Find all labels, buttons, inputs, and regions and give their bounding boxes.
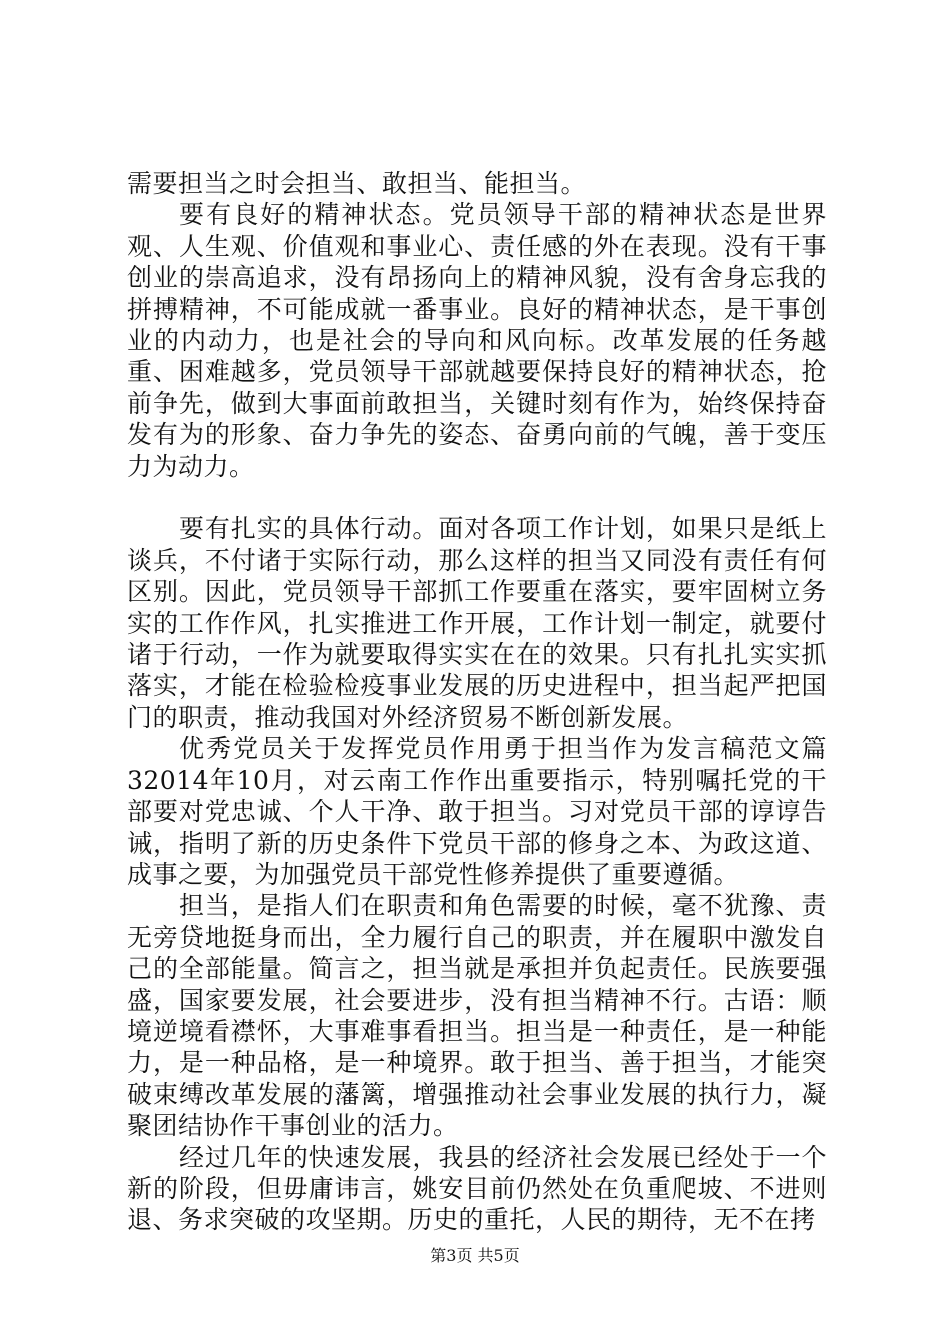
page-footer: 第3页 共5页 [430,1246,520,1265]
document-body [127,168,827,1236]
paragraph-continuation: 需要担当之时会担当、敢担当、能担当。 [127,169,587,198]
paragraph-speech-heading: 优秀党员关于发挥党员作用勇于担当作为发言稿范文篇32014年10月，对云南工作作出重要指示，特别嘱托党的干部要对党忠诚、个人干净、敢于担当。习对党员干部的谆谆告诫，指明了新的历史条件下党员干部的修身之本、为政这道、成事之要，为加强党员干部党性修养提供了重要遵循。 [127,734,827,889]
blank-line [127,482,827,513]
paragraph-development: 经过几年的快速发展，我县的经济社会发展已经处于一个新的阶段，但毋庸讳言，姚安目前仍然处在负重爬坡、不进则退、务求突破的攻坚期。历史的重托，人民的期待，无不在拷 [127,1142,827,1235]
paragraph-action: 要有扎实的具体行动。面对各项工作计划，如果只是纸上谈兵，不付诸于实际行动，那么这样的担当又同没有责任有何区别。因此，党员领导干部抓工作要重在落实，要牢固树立务实的工作作风，扎实推进工作开展，工作计划一制定，就要付诸于行动，一作为就要取得实实在在的效果。只有扎扎实实抓落实，才能在检验检疫事业发展的历史进程中，担当起严把国门的职责，推动我国对外经济贸易不断创新发展。 [127,514,827,732]
paragraph-responsibility: 担当，是指人们在职责和角色需要的时候，毫不犹豫、责无旁贷地挺身而出，全力履行自己的职责，并在履职中激发自己的全部能量。简言之，担当就是承担并负起责任。民族要强盛，国家要发展，社会要进步，没有担当精神不行。古语：顺境逆境看襟怀，大事难事看担当。担当是一种责任，是一种能力，是一种品格，是一种境界。敢于担当、善于担当，才能突破束缚改革发展的藩篱，增强推动社会事业发展的执行力，凝聚团结协作干事创业的活力。 [127,891,827,1141]
paragraph-spirit: 要有良好的精神状态。党员领导干部的精神状态是世界观、人生观、价值观和事业心、责任感的外在表现。没有干事创业的崇高追求，没有昂扬向上的精神风貌，没有舍身忘我的拼搏精神，不可能成就一番事业。良好的精神状态，是干事创业的内动力，也是社会的导向和风向标。改革发展的任务越重、困难越多，党员领导干部就越要保持良好的精神状态，抢前争先，做到大事面前敢担当，关键时刻有作为，始终保持奋发有为的形象、奋力争先的姿态、奋勇向前的气魄，善于变压力为动力。 [127,200,827,481]
